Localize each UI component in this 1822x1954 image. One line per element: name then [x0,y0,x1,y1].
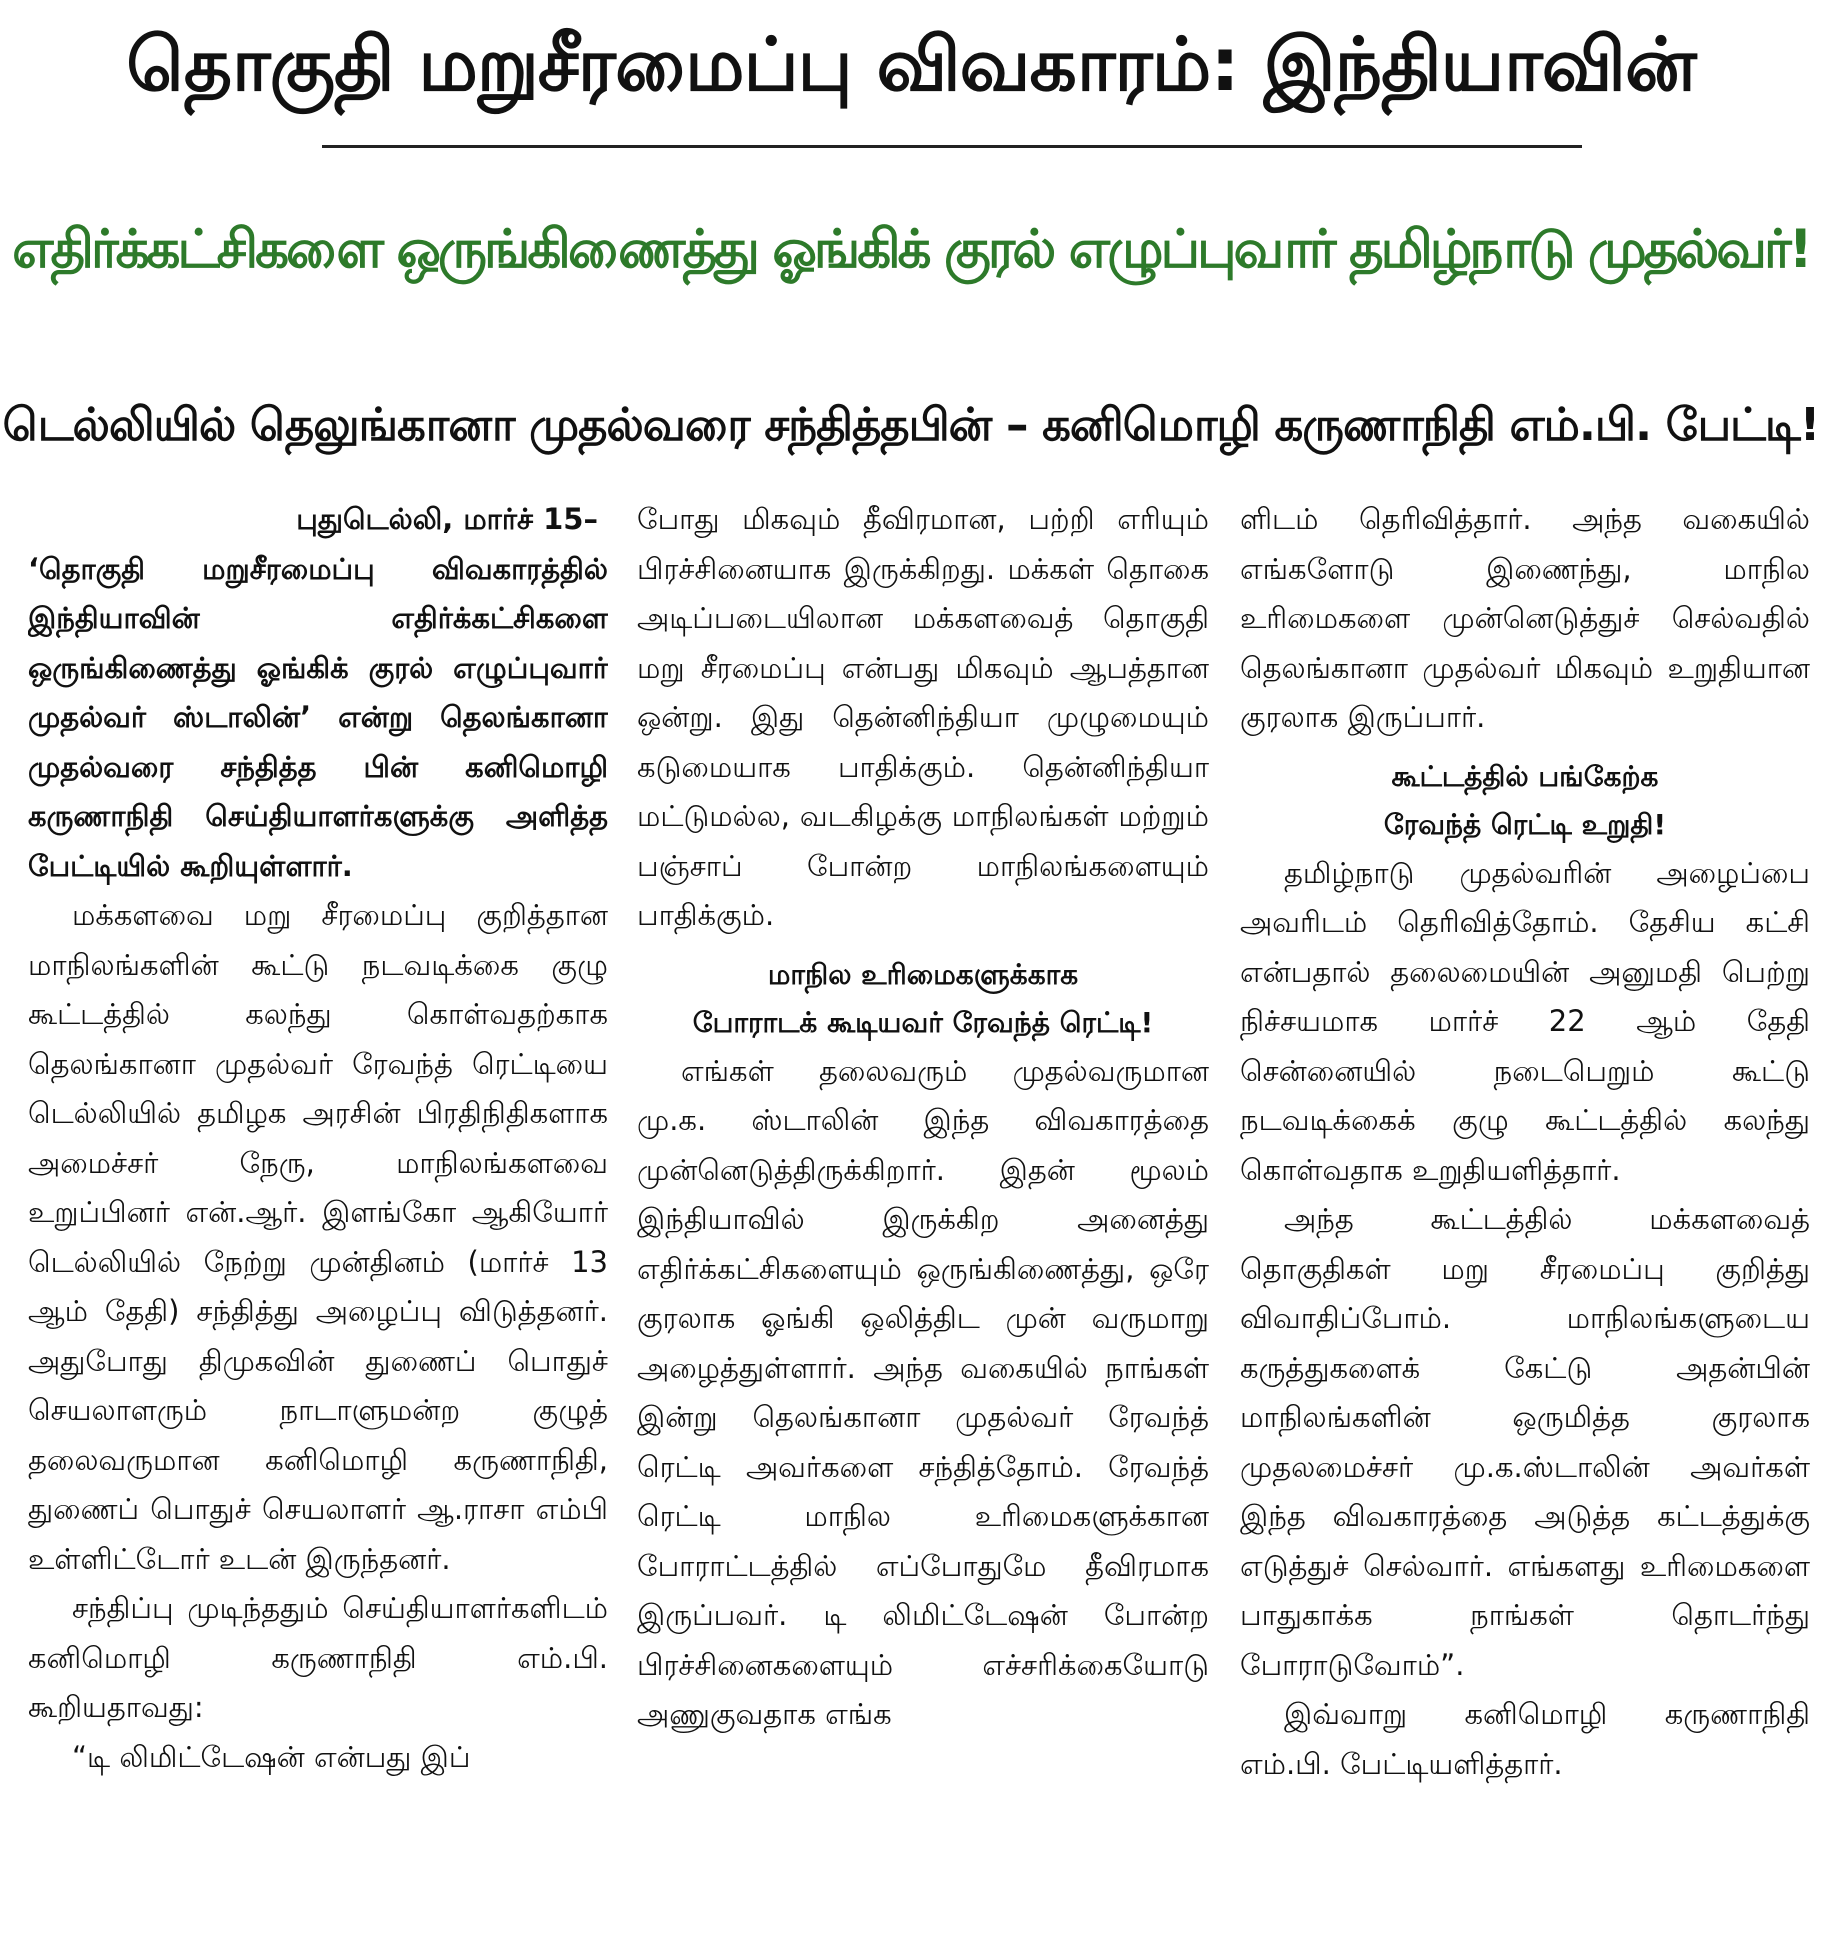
dateline: புதுடெல்லி, மார்ச் 15– [296,502,598,536]
sub-headline: டெல்லியில் தெலுங்கானா முதல்வரை சந்தித்தபின் – கனிமொழி கருணாநிதி எம்.பி. பேட்டி! [2,398,1820,451]
body-paragraph: ளிடம் தெரிவித்தார். அந்த வகையில் எங்களோடு இணைந்து, மாநில உரிமைகளை முன்னெடுத்துச் செல்வதில் தெலங்கானா முதல்வர் மிகவும் உறுதியான குரலாக இருப்பார். [1240,502,1810,734]
article-column-2 [637,495,1209,1945]
body-paragraph: போது மிகவும் தீவிரமான, பற்றி எரியும் பிரச்சினையாக இருக்கிறது. மக்கள் தொகை அடிப்படையிலான மக்களவைத் தொகுதி மறு சீரமைப்பு என்பது மிகவும் ஆபத்தான ஒன்று. இது தென்னிந்தியா முழுமையும் கடுமையாக பாதிக்கும். தென்னிந்தியா மட்டுமல்ல, வடகிழக்கு மாநிலங்கள் மற்றும் பஞ்சாப் போன்ற மாநிலங்களையும் பாதிக்கும். [637,502,1209,932]
body-paragraph: அந்த கூட்டத்தில் மக்களவைத் தொகுதிகள் மறு சீரமைப்பு குறித்து விவாதிப்போம். மாநிலங்களுடைய கருத்துகளைக் கேட்டு அதன்பின் மாநிலங்களின் ஒருமித்த குரலாக முதலமைச்சர் மு.க.ஸ்டாலின் அவர்கள் இந்த விவகாரத்தை அடுத்த கட்டத்துக்கு எடுத்துச் செல்வார். எங்களது உரிமைகளை பாதுகாக்க நாங்கள் தொடர்ந்து போராடுவோம்”. [1240,1202,1810,1682]
section-subheading [1240,753,1810,849]
section-subheading-line: மாநில உரிமைகளுக்காக [767,957,1079,991]
lead-paragraph: ‘தொகுதி மறுசீரமைப்பு விவகாரத்தில் இந்தியாவின் எதிர்க்கட்சிகளை ஒருங்கிணைத்து ஓங்கிக் குரல் எழுப்புவார் முதல்வர் ஸ்டாலின்’ என்று தெலங்கானா முதல்வரை சந்தித்த பின் கனிமொழி கருணாநிதி செய்தியாளர்களுக்கு அளித்த பேட்டியில் கூறியுள்ளார். [28,551,608,883]
body-paragraph: “டி லிமிட்டேஷன் என்பது இப் [72,1739,471,1774]
article-column-1 [28,495,608,1945]
section-subheading-line: ரேவந்த் ரெட்டி உறுதி! [1383,807,1667,841]
kicker-divider [322,145,1582,148]
main-headline: எதிர்க்கட்சிகளை ஒருங்கிணைத்து ஓங்கிக் குரல் எழுப்புவார் தமிழ்நாடு முதல்வர்! [12,219,1810,280]
article-column-3 [1240,495,1810,1945]
section-subheading-line: கூட்டத்தில் பங்கேற்க [1391,759,1659,793]
kicker-headline: தொகுதி மறுசீரமைப்பு விவகாரம்: இந்தியாவின் [126,22,1696,108]
body-paragraph: தமிழ்நாடு முதல்வரின் அழைப்பை அவரிடம் தெரிவித்தோம். தேசிய கட்சி என்பதால் தலைமையின் அனுமதி பெற்று நிச்சயமாக மார்ச் 22 ஆம் தேதி சென்னையில் நடைபெறும் கூட்டு நடவடிக்கைக் குழு கூட்டத்தில் கலந்து கொள்வதாக உறுதியளித்தார். [1240,855,1810,1187]
section-subheading [637,951,1209,1047]
body-paragraph: இவ்வாறு கனிமொழி கருணாநிதி எம்.பி. பேட்டியளித்தார். [1240,1697,1810,1781]
body-paragraph: சந்திப்பு முடிந்ததும் செய்தியாளர்களிடம் கனிமொழி கருணாநிதி எம்.பி. கூறியதாவது: [28,1591,608,1724]
body-paragraph: எங்கள் தலைவரும் முதல்வருமான மு.க. ஸ்டாலின் இந்த விவகாரத்தை முன்னெடுத்திருக்கிறார். இதன் மூலம் இந்தியாவில் இருக்கிற அனைத்து எதிர்க்கட்சிகளையும் ஒருங்கிணைத்து, ஒரே குரலாக ஓங்கி ஒலித்திட முன் வருமாறு அழைத்துள்ளார். அந்த வகையில் நாங்கள் இன்று தெலங்கானா முதல்வர் ரேவந்த் ரெட்டி அவர்களை சந்தித்தோம். ரேவந்த் ரெட்டி மாநில உரிமைகளுக்கான போராட்டத்தில் எப்போதுமே தீவிரமாக இருப்பவர். டி லிமிட்டேஷன் போன்ற பிரச்சினைகளையும் எச்சரிக்கையோடு அணுகுவதாக எங்க [637,1053,1209,1731]
section-subheading-line: போராடக் கூடியவர் ரேவந்த் ரெட்டி! [692,1005,1154,1039]
body-paragraph: மக்களவை மறு சீரமைப்பு குறித்தான மாநிலங்களின் கூட்டு நடவடிக்கை குழு கூட்டத்தில் கலந்து கொள்வதற்காக தெலங்கானா முதல்வர் ரேவந்த் ரெட்டியை டெல்லியில் தமிழக அரசின் பிரதிநிதிகளாக அமைச்சர் நேரு, மாநிலங்களவை உறுப்பினர் என்.ஆர். இளங்கோ ஆகியோர் டெல்லியில் நேற்று முன்தினம் (மார்ச் 13 ஆம் தேதி) சந்தித்து அழைப்பு விடுத்தனர். அதுபோது திமுகவின் துணைப் பொதுச் செயலாளரும் நாடாளுமன்ற குழுத் தலைவருமான கனிமொழி கருணாநிதி, துணைப் பொதுச் செயலாளர் ஆ.ராசா எம்பி உள்ளிட்டோர் உடன் இருந்தனர். [28,898,608,1576]
